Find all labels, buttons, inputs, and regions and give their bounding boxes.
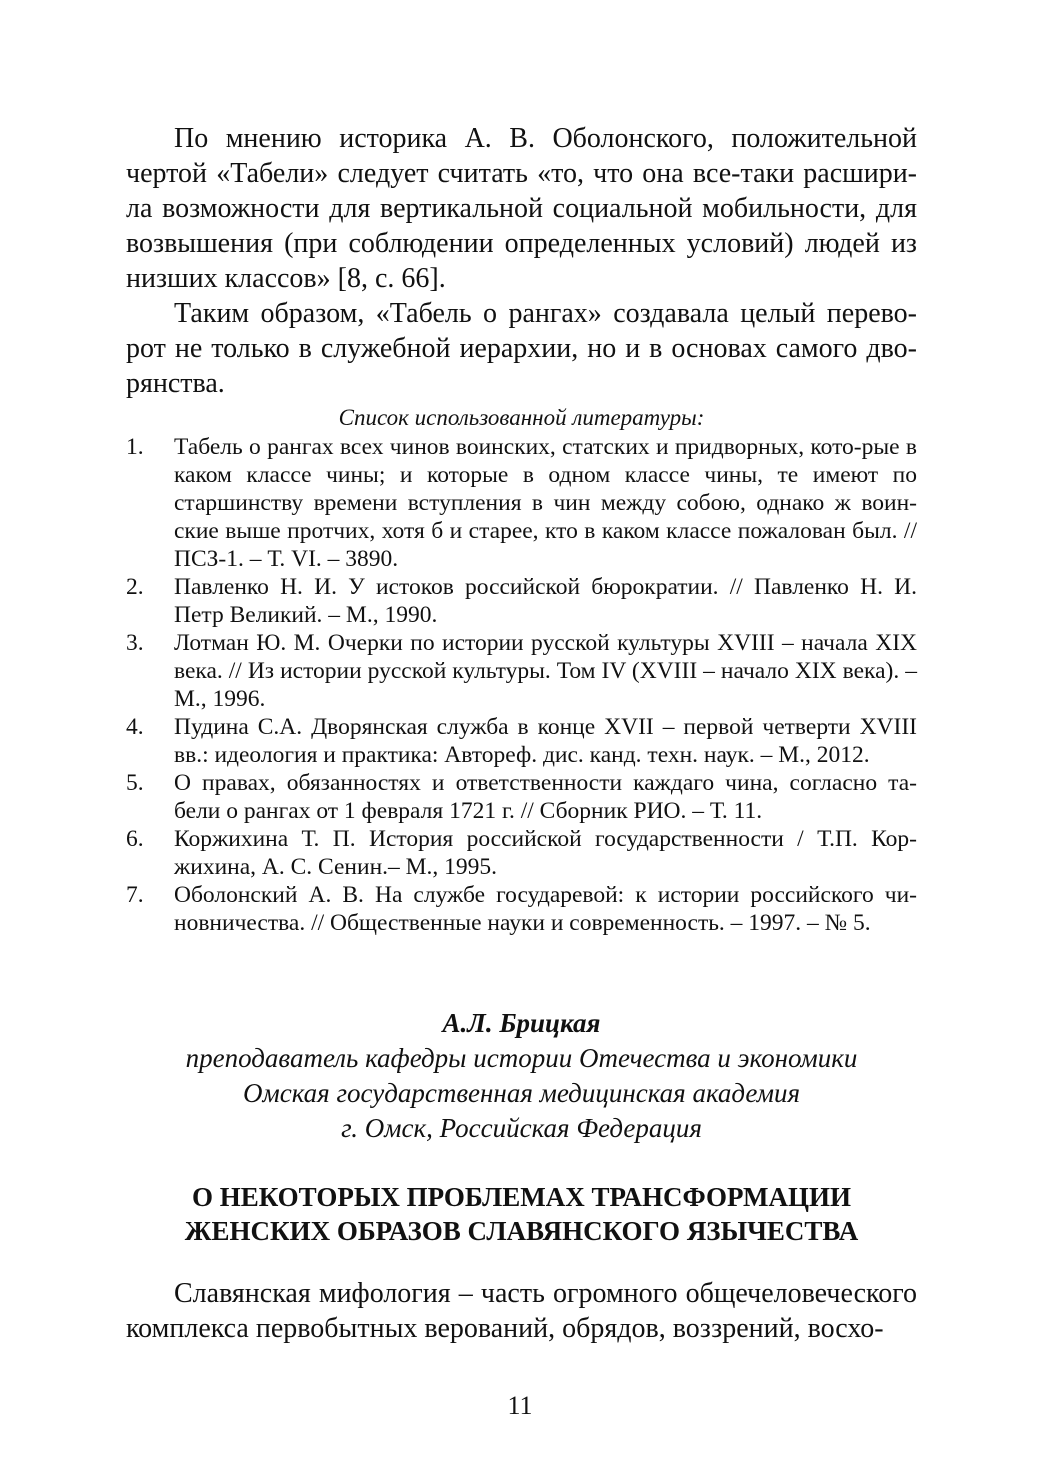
reference-text: Пудина С.А. Дворянская служба в конце XVII – первой четверти XVIII вв.: идеология и практика: Автореф. дис. канд. техн. наук. – М., 2012. [174,714,917,768]
references-list [126,433,917,937]
reference-item [126,713,917,769]
author-organization: Омская государственная медицинская академия [242,1078,801,1108]
reference-item [126,881,917,937]
reference-item [126,629,917,713]
reference-text: Табель о рангах всех чинов воинских, статских и придворных, кото-рые в каком классе чины; и которые в одном классе чины, те имеют по старшинству времени вступления в чин между собою, однако ж воин-ские выше протчих, хотя б и старее, кто в каком классе пожалован был. // ПСЗ-1. – Т. VI. – 3890. [174,434,917,572]
reference-text: Павленко Н. И. У истоков российской бюрократии. // Павленко Н. И. Петр Великий. – М., 1990. [174,574,917,628]
reference-number: 2. [126,574,144,600]
page-number: 11 [507,1391,533,1420]
references-title: Список использованной литературы: [338,405,705,430]
article-title [126,1180,917,1248]
article-title-line: О НЕКОТОРЫХ ПРОБЛЕМАХ ТРАНСФОРМАЦИИ [192,1182,851,1212]
reference-text: Коржихина Т. П. История российской государственности / Т.П. Кор-жихина, А. С. Сенин.– М., 1995. [174,826,917,880]
reference-number: 3. [126,630,144,656]
reference-text: О правах, обязанностях и ответственности каждаго чина, согласно та-бели о рангах от 1 февраля 1721 г. // Сборник РИО. – Т. 11. [174,770,917,824]
reference-text: Оболонский А. В. На службе государевой: к истории российского чи-новничества. // Общественные науки и современность. – 1997. – № 5. [174,882,917,936]
article-intro-paragraph: Славянская мифология – часть огромного общечеловеческого комплекса первобытных верований, обрядов, воззрений, восхо- [126,1278,917,1344]
reference-item [126,769,917,825]
paragraph-oblonsky-quote: По мнению историка А. В. Оболонского, положительной чертой «Табели» следует считать «то, что она все-таки расшири-ла возможности для вертикальной социальной мобильности, для возвышения (при соблюдении определенных условий) людей из низших классов» [8, с. 66]. [126,123,917,294]
reference-number: 5. [126,770,144,796]
page-content [126,121,917,1346]
author-position: преподаватель кафедры истории Отечества и экономики [185,1043,858,1073]
article-title-line: ЖЕНСКИХ ОБРАЗОВ СЛАВЯНСКОГО ЯЗЫЧЕСТВА [184,1216,859,1246]
reference-number: 6. [126,826,144,852]
author-block [126,1005,917,1146]
reference-number: 7. [126,882,144,908]
author-location: г. Омск, Российская Федерация [341,1113,702,1143]
reference-number: 1. [126,434,144,460]
reference-item [126,825,917,881]
reference-item [126,573,917,629]
reference-number: 4. [126,714,144,740]
reference-text: Лотман Ю. М. Очерки по истории русской культуры XVIII – начала XIX века. // Из истории русской культуры. Том IV (XVIII – начало XIX века). – М., 1996. [174,630,917,712]
paragraph-conclusion: Таким образом, «Табель о рангах» создавала целый перево-рот не только в служебной иерархии, но и в основах самого дво-рянства. [126,298,917,399]
author-name: А.Л. Брицкая [442,1008,601,1038]
reference-item [126,433,917,573]
